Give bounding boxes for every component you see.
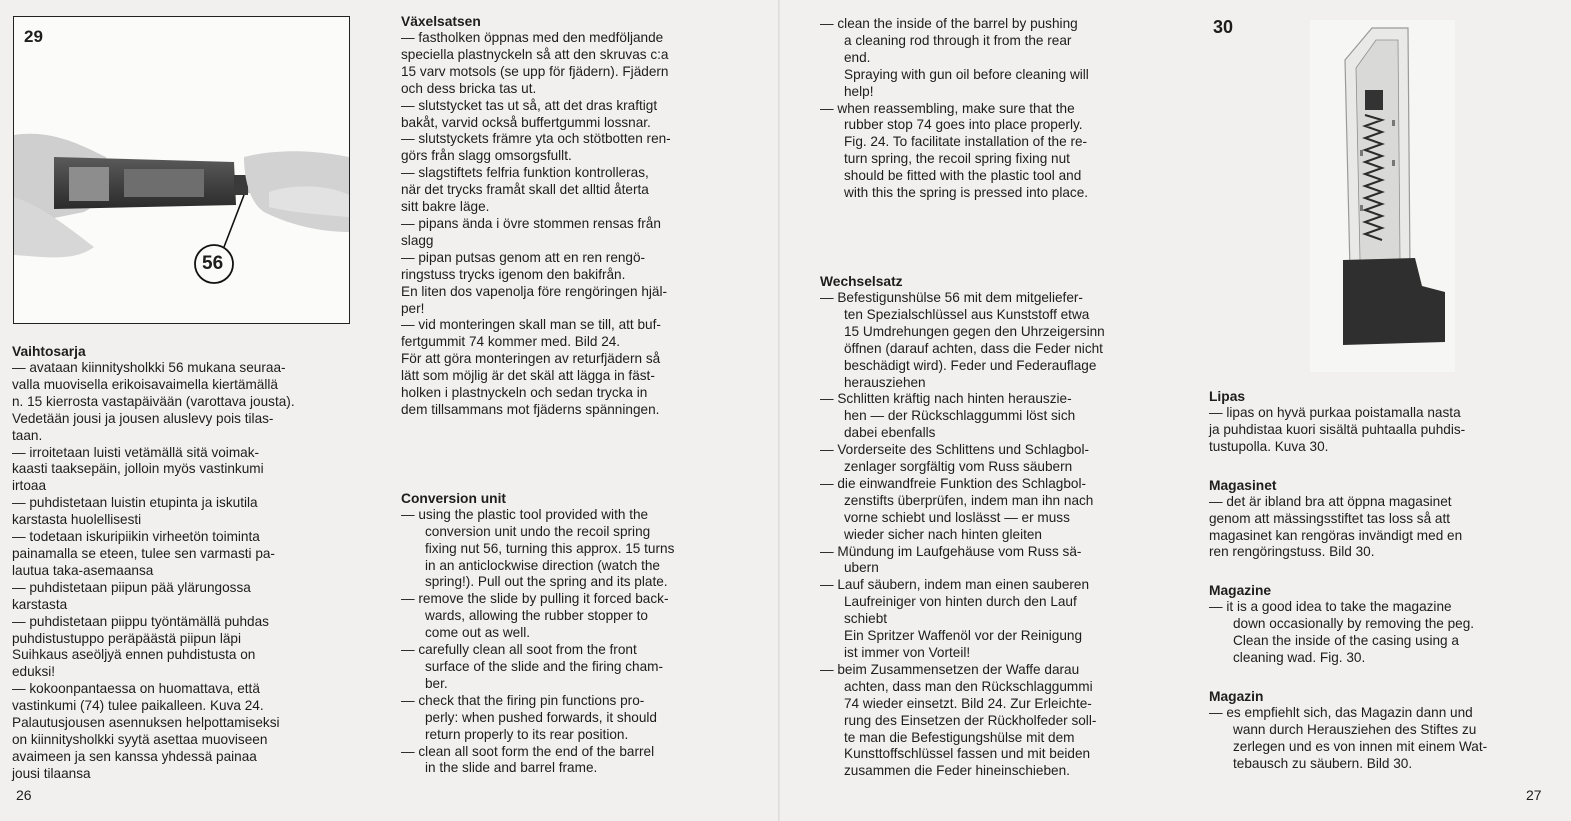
heading-magazine: Magazine: [1209, 583, 1272, 599]
heading-conversion-unit: Conversion unit: [401, 490, 507, 506]
part-callout-56: 56: [202, 253, 224, 274]
heading-wechselsatz: Wechselsatz: [820, 273, 903, 289]
list-item: — remove the slide by pulling it forced back- wards, allowing the rubber stopper to come out as well.: [401, 591, 669, 641]
page-number-right: 27: [1526, 787, 1542, 803]
list-item: — Lauf säubern, indem man einen sauberen Laufreiniger von hinten durch den Lauf schiebt Ein Spritzer Waffenöl vor der Reinigung ist immer von Vorteil!: [820, 577, 1090, 660]
heading-vaxelsatsen: Växelsatsen: [401, 14, 481, 29]
figure-29-photo: [14, 17, 349, 323]
list-item: — carefully clean all soot from the front surface of the slide and the firing cham- ber.: [401, 642, 664, 691]
column-swedish-english: [401, 13, 743, 777]
column-magazine: [1209, 388, 1554, 773]
figure-30-photo: [1310, 20, 1455, 372]
spread-gutter: [778, 0, 780, 821]
column-finnish: [12, 343, 354, 783]
body-magazine: — it is a good idea to take the magazine down occasionally by removing the peg. Clean the inside of the casing using a cleaning wad. Fig. 30.: [1209, 599, 1475, 666]
column-english-german: [820, 16, 1165, 780]
figure-30-number: 30: [1213, 17, 1234, 37]
heading-magazin: Magazin: [1209, 688, 1264, 704]
body-lipas: — lipas on hyvä purkaa poistamalla nasta ja puhdistaa kuori sisältä puhtaalla puhdis- tustupolla. Kuva 30.: [1209, 405, 1466, 454]
figure-30: [1310, 20, 1455, 372]
list-item: — Mündung im Laufgehäuse vom Russ sä- ubern: [820, 543, 1082, 576]
list-item: — when reassembling, make sure that the rubber stop 74 goes into place properly. Fig. 24. To facilitate installation of the re- turn spring, the recoil spring fixing nut should be fitted with the plastic tool and with this the spring is pressed into place.: [820, 100, 1089, 201]
list-item: — Vorderseite des Schlittens und Schlagbol- zenlager sorgfältig vom Russ säubern: [820, 442, 1090, 475]
body-magazin: — es empfiehlt sich, das Magazin dann und wann durch Herausziehen des Stiftes zu zerlegen und es von innen mit einem Wat- tebausch zu säubern. Bild 30.: [1209, 704, 1488, 771]
list-item: — clean all soot form the end of the barrel in the slide and barrel frame.: [401, 743, 655, 776]
list-item: — using the plastic tool provided with the conversion unit undo the recoil spring fixing nut 56, turning this approx. 15 turns in an anticlockwise direction (watch the spring!). Pull out the spring and its plate.: [401, 506, 675, 590]
body-magasinet: — det är ibland bra att öppna magasinet genom att mässingsstiftet tas loss så att magasinet kan rengöras invändigt med en ren rengöringstuss. Bild 30.: [1209, 493, 1463, 560]
heading-lipas: Lipas: [1209, 389, 1246, 404]
heading-magasinet: Magasinet: [1209, 477, 1277, 493]
list-item: — Schlitten kräftig nach hinten herauszie- hen — der Rückschlaggummi löst sich dabei ebenfalls: [820, 391, 1076, 441]
body-vaihtosarja: — avataan kiinnitysholkki 56 mukana seuraa- valla muovisella erikoisavaimella kiertämällä n. 15 kierrosta vastapäivään (varottava jousta). Vedetään jousi ja jousen aluslevy pois tilas- taan. — irroitetaan luisti vetämällä sitä voimak- kaasti taaksepäin, jolloin myös vastinkumi irtoaa — puhdistetaan luistin etupinta ja iskutila karstasta huolellisesti — todetaan iskuripiikin virheetön toiminta painamalla se eteen, tulee sen varmasti pa- lautua taka-asemaansa — puhdistetaan piipun pää ylärungossa karstasta — puhdistetaan piippu työntämällä puhdas puhdistustuppo peräpäästä piipun läpi Suihkaus aseöljyä ennen puhdistusta on eduksi! — kokoonpantaessa on huomattava, että vastinkumi (74) tulee paikalleen. Kuva 24. Palautusjousen asennuksen helpottamiseksi on kiinnitysholkki syytä asettaa muoviseen avaimeen ja sen kanssa yhdessä painaa jousi tilaansa: [12, 360, 295, 781]
figure-number: 29: [24, 27, 43, 46]
list-item: — beim Zusammensetzen der Waffe darau achten, dass man den Rückschlaggummi 74 wieder einsetzt. Bild 24. Zur Erleichte- rung des Einsetzen der Rückholfeder soll- te man die Befestigungshülse mit dem Kunsttoffschlüssel fassen und mit beiden zusammen die Feder hineinschieben.: [820, 661, 1097, 779]
heading-vaihtosarja: Vaihtosarja: [12, 344, 86, 359]
body-vaxelsatsen: — fastholken öppnas med den medföljande speciella plastnyckeln så att den skruvas c:a 15 varv motsols (se upp för fjädern). Fjädern och dess bricka tas ut. — slutstycket tas ut så, att det dras kraftigt bakåt, varvid också buffertgummi lossnar. — slutstyckets främre yta och stötbotten ren- görs från slagg omsorgsfullt. — slagstiftets felfria funktion kontrolleras, när det trycks framåt skall det alltid återta sitt bakre läge. — pipans ända i övre stommen rensas från slagg — pipan putsas genom att en ren rengö- ringstuss trycks igenom den bakifrån. En liten dos vapenolja före rengöringen hjäl- per! — vid monteringen skall man se till, att buf- fertgummit 74 kommer med. Bild 24. För att göra monteringen av returfjädern så lätt som möjlig är det skäl att lägga in fäst- holken i plastnyckeln och sedan trycka in dem tillsammans mot fjäderns spänningen.: [401, 30, 671, 417]
figure-29: [13, 16, 350, 324]
list-item: — clean the inside of the barrel by pushing a cleaning rod through it from the rear end. Spraying with gun oil before cleaning will help!: [820, 16, 1089, 99]
list-item: — die einwandfreie Funktion des Schlagbol- zenstifts überprüfen, indem man ihn nach vorne schiebt und loslässt — er muss wieder sicher nach hinten gleiten: [820, 475, 1094, 542]
list-item: — check that the firing pin functions pro- perly: when pushed forwards, it should return properly to its rear position.: [401, 692, 657, 742]
page-number-left: 26: [16, 787, 32, 803]
list-item: — Befestigunshülse 56 mit dem mitgeliefer- ten Spezialschlüssel aus Kunststoff etwa 15 Umdrehungen gegen den Uhrzeigersinn öffnen (darauf achten, dass die Feder nicht beschädigt wird). Feder und Federauflage herausziehen: [820, 289, 1105, 390]
